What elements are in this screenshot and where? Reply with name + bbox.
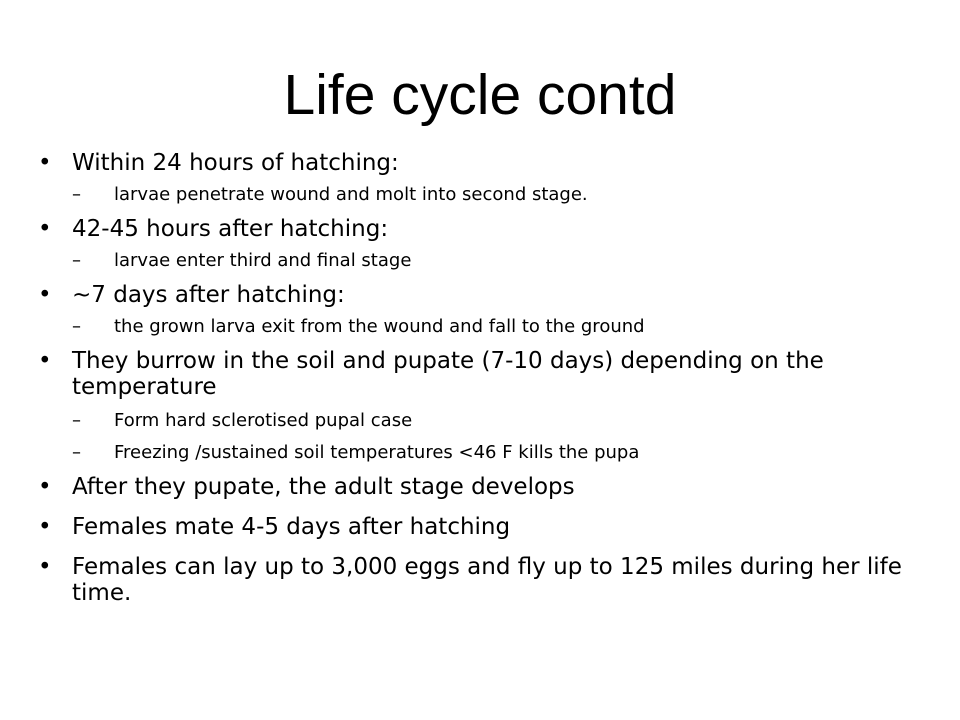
- bullet-icon: •: [38, 216, 52, 242]
- bullet-item: [38, 554, 938, 606]
- sub-list: [72, 250, 938, 272]
- dash-icon: –: [72, 250, 81, 271]
- sub-item: [72, 442, 938, 464]
- bullet-item: [38, 216, 938, 272]
- bullet-item: [38, 282, 938, 338]
- sub-item: [72, 184, 938, 206]
- sub-item: [72, 316, 938, 338]
- bullet-text: Females mate 4-5 days after hatching: [72, 514, 511, 540]
- bullet-text: 42-45 hours after hatching:: [72, 216, 389, 242]
- sub-list: [72, 184, 938, 206]
- slide-title: Life cycle contd: [283, 63, 677, 127]
- dash-icon: –: [72, 316, 81, 337]
- bullet-icon: •: [38, 348, 52, 374]
- bullet-text: Within 24 hours of hatching:: [72, 150, 399, 176]
- dash-icon: –: [72, 442, 81, 463]
- bullet-icon: •: [38, 150, 52, 176]
- bullet-item: [38, 514, 938, 540]
- sub-list: [72, 410, 938, 464]
- bullet-icon: •: [38, 514, 52, 540]
- bullet-item: [38, 348, 938, 464]
- sub-item-text: larvae penetrate wound and molt into second stage.: [114, 184, 588, 205]
- sub-item-text: Freezing /sustained soil temperatures <46 F kills the pupa: [114, 442, 640, 463]
- sub-item: [72, 410, 938, 432]
- bullet-icon: •: [38, 282, 52, 308]
- bullet-icon: •: [38, 554, 52, 580]
- sub-item: [72, 250, 938, 272]
- bullet-text: After they pupate, the adult stage develops: [72, 474, 575, 500]
- bullet-text: They burrow in the soil and pupate (7-10 days) depending on the temperature: [72, 348, 824, 400]
- sub-item-text: Form hard sclerotised pupal case: [114, 410, 413, 431]
- bullet-item: [38, 474, 938, 500]
- sub-list: [72, 316, 938, 338]
- dash-icon: –: [72, 410, 81, 431]
- sub-item-text: larvae enter third and final stage: [114, 250, 412, 271]
- bullet-icon: •: [38, 474, 52, 500]
- dash-icon: –: [72, 184, 81, 205]
- bullet-text: Females can lay up to 3,000 eggs and fly up to 125 miles during her life time.: [72, 554, 902, 606]
- sub-item-text: the grown larva exit from the wound and fall to the ground: [114, 316, 645, 337]
- bullet-item: [38, 150, 938, 206]
- bullet-text: ~7 days after hatching:: [72, 282, 345, 308]
- bullet-list: [38, 150, 938, 606]
